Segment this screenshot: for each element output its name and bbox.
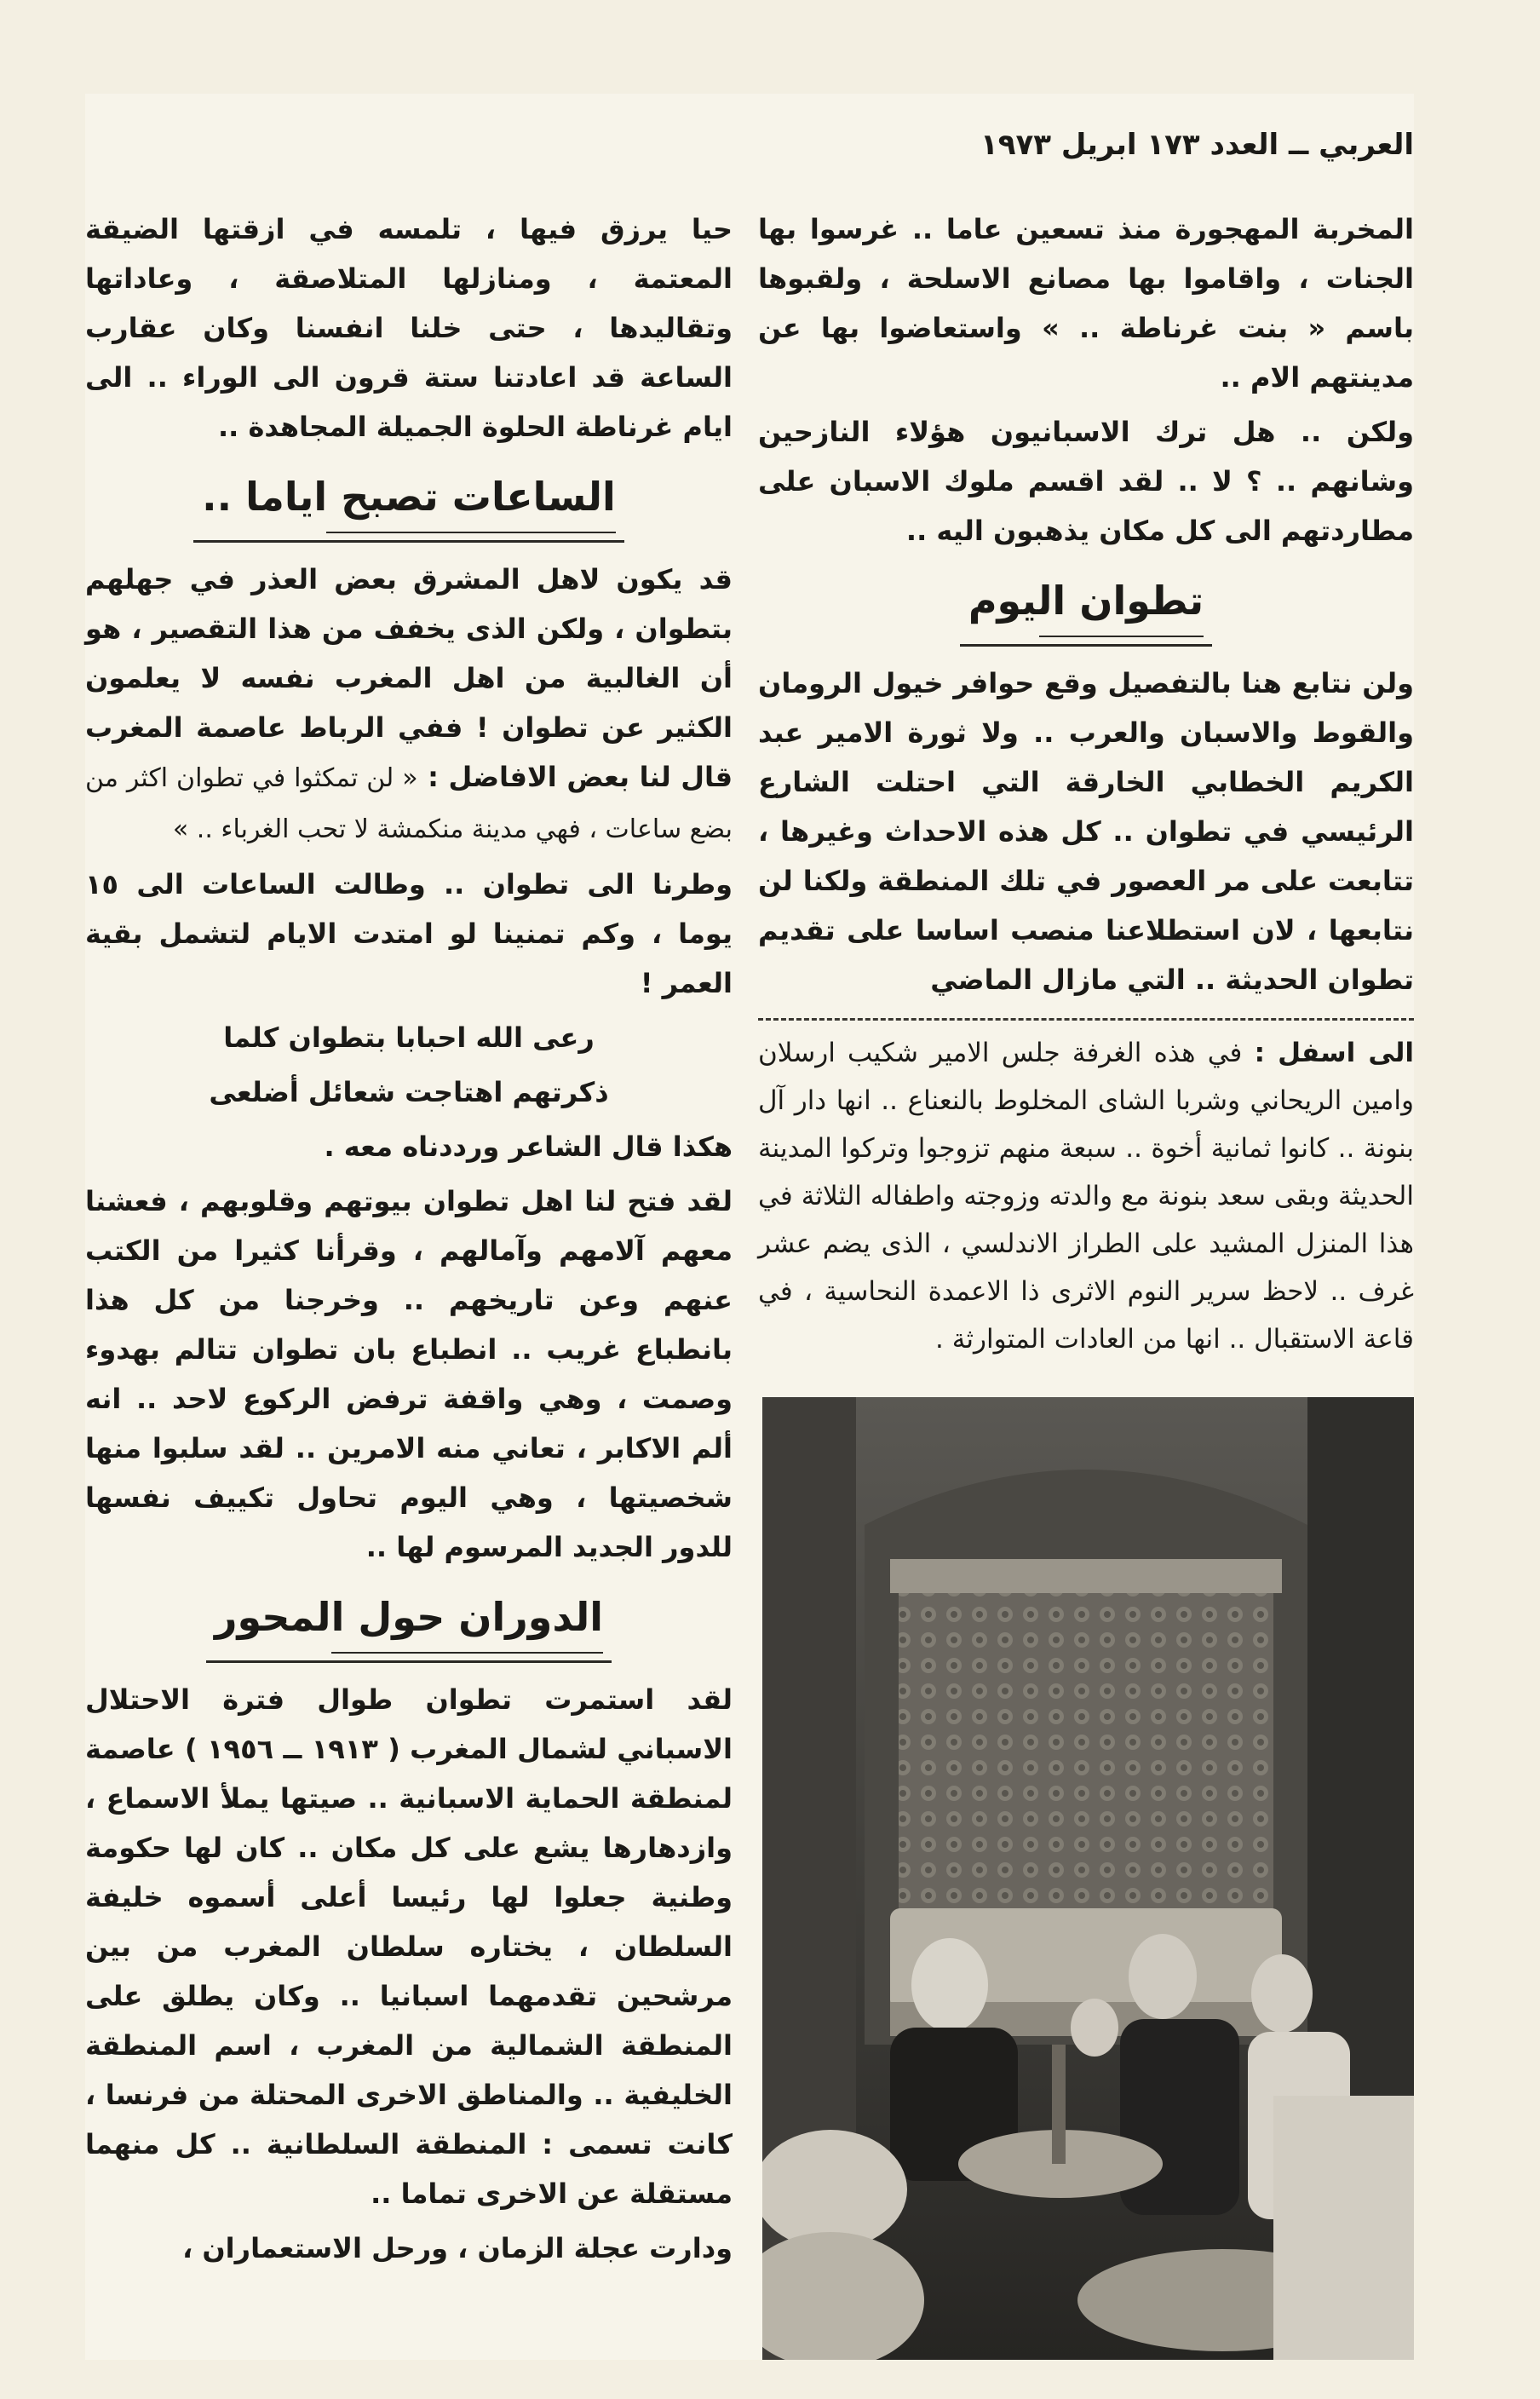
hours-paragraph-3: هكذا قال الشاعر ورددناه معه . bbox=[324, 1130, 733, 1163]
hours-paragraph-2: وطرنا الى تطوان .. وطالت الساعات الى ١٥ يوما ، وكم تمنينا لو امتدت الايام لتشمل بقية العمر ! bbox=[85, 868, 733, 999]
rabat-quote: « لن تمكثوا في تطوان اكثر من بضع ساعات ، فهي مدينة منكمشة لا تحب الغرباء .. » bbox=[85, 763, 733, 844]
section-title-hours-become-days bbox=[85, 467, 733, 543]
section-title-text: الساعات تصبح اياما .. bbox=[193, 467, 624, 543]
axis-paragraph-2: ودارت عجلة الزمان ، ورحل الاستعماران ، bbox=[182, 2232, 733, 2264]
hours-paragraph-1 bbox=[85, 555, 733, 854]
right-intro-paragraph: المخربة المهجورة منذ تسعين عاما .. غرسوا بها الجنات ، واقاموا بها مصانع الاسلحة ، ولقبوها باسم « بنت غرناطة .. » واستعاضوا بها عن مدينتهم الام .. bbox=[758, 213, 1414, 394]
tetouan-today-paragraph: ولن نتابع هنا بالتفصيل وقع حوافر خيول الرومان والقوط والاسبان والعرب .. ولا ثورة الامير عبد الكريم الخطابي الخارقة التي احتلت الشارع الرئيسي في تطوان .. كل هذه الاحداث وغيرها ، تتابعت على مر العصور في تلك المنطقة ولكنا لن نتابعها ، لان استطلاعنا منصب اساسا على تقديم تطوان الحديثة .. التي مازال الماضي bbox=[758, 667, 1414, 996]
section-title-axis-rotation bbox=[85, 1587, 733, 1663]
caption-divider bbox=[758, 1018, 1414, 1021]
caption-body: في هذه الغرفة جلس الامير شكيب ارسلان وامين الريحاني وشربا الشاى المخلوط بالنعناع .. انها دار آل بنونة .. كانوا ثمانية أخوة .. سبعة منهم تزوجوا وتركوا المدينة الحديثة وبقى سعد بنونة مع والدته وزوجته واطفاله الثلاثة في هذا المنزل المشيد على الطراز الاندلسي ، الذى يضم عشر غرف .. لاحظ سرير النوم الاثرى ذا الاعمدة النحاسية ، في قاعة الاستقبال .. انها من العادات المتوارثة . bbox=[758, 1038, 1414, 1355]
right-paragraph-2: ولكن .. هل ترك الاسبانيون هؤلاء النازحين وشانهم .. ؟ لا .. لقد اقسم ملوك الاسبان على مطاردتهم الى كل مكان يذهبون اليه .. bbox=[758, 416, 1414, 547]
axis-paragraph-1: لقد استمرت تطوان طوال فترة الاحتلال الاسباني لشمال المغرب ( ١٩١٣ ــ ١٩٥٦ ) عاصمة لمنطقة الحماية الاسبانية .. صيتها يملأ الاسماع ، وازدهارها يشع على كل مكان .. كان لها حكومة وطنية جعلوا لها رئيسا أعلى أسموه خليفة السلطان ، يختاره سلطان المغرب من بين مرشحين تقدمهما اسبانيا .. وكان يطلق على المنطقة الشمالية من المغرب ، اسم المنطقة الخليفية .. والمناطق الاخرى المحتلة من فرنسا ، كانت تسمى : المنطقة السلطانية .. كل منهما مستقلة عن الاخرى تماما .. bbox=[85, 1683, 733, 2210]
photo-illustration bbox=[762, 1397, 1414, 2360]
right-column bbox=[758, 204, 1414, 1368]
left-intro-paragraph: حيا يرزق فيها ، تلمسه في ازقتها الضيقة المعتمة ، ومنازلها المتلاصقة ، وعاداتها وتقاليدها ، حتى خلنا انفسنا وكان عقارب الساعة قد اعادتنا ستة قرون الى الوراء .. الى ايام غرناطة الحلوة الجميلة المجاهدة .. bbox=[85, 213, 733, 443]
left-column bbox=[85, 204, 733, 2278]
section-title-text: الدوران حول المحور bbox=[206, 1587, 612, 1663]
interior-photo bbox=[762, 1397, 1414, 2360]
section-title-text: تطوان اليوم bbox=[960, 571, 1212, 647]
hours-paragraph-1-text: قد يكون لاهل المشرق بعض العذر في جهلهم بتطوان ، ولكن الذى يخفف من هذا التقصير ، هو أن الغالبية من اهل المغرب نفسه لا يعلمون الكثير عن تطوان ! ففي الرباط عاصمة المغرب قال لنا بعض الافاضل : bbox=[85, 563, 733, 793]
running-header: العربي ــ العدد ١٧٣ ابريل ١٩٧٣ bbox=[980, 128, 1414, 162]
caption-lead: الى اسفل : bbox=[1254, 1038, 1414, 1068]
hours-paragraph-4: لقد فتح لنا اهل تطوان بيوتهم وقلوبهم ، فعشنا معهم آلامهم وآمالهم ، وقرأنا كثيرا من الكتب عنهم وعن تاريخهم .. وخرجنا من كل هذا بانطباع غريب .. انطباع بان تطوان تتالم بهدوء وصمت ، وهي واقفة ترفض الركوع لاحد .. انه ألم الاكابر ، تعاني منه الامرين .. لقد سلبوا منها شخصيتها ، وهي اليوم تحاول تكييف نفسها للدور الجديد المرسوم لها .. bbox=[85, 1185, 733, 1563]
magazine-page bbox=[85, 94, 1414, 2360]
section-title-tetouan-today bbox=[758, 571, 1414, 647]
poem-verse-1: رعى الله احبابا بتطوان كلما bbox=[223, 1021, 595, 1054]
photo-caption bbox=[758, 1029, 1414, 1363]
poem-verse-2: ذكرتهم اهتاجت شعائل أضلعى bbox=[209, 1076, 609, 1108]
